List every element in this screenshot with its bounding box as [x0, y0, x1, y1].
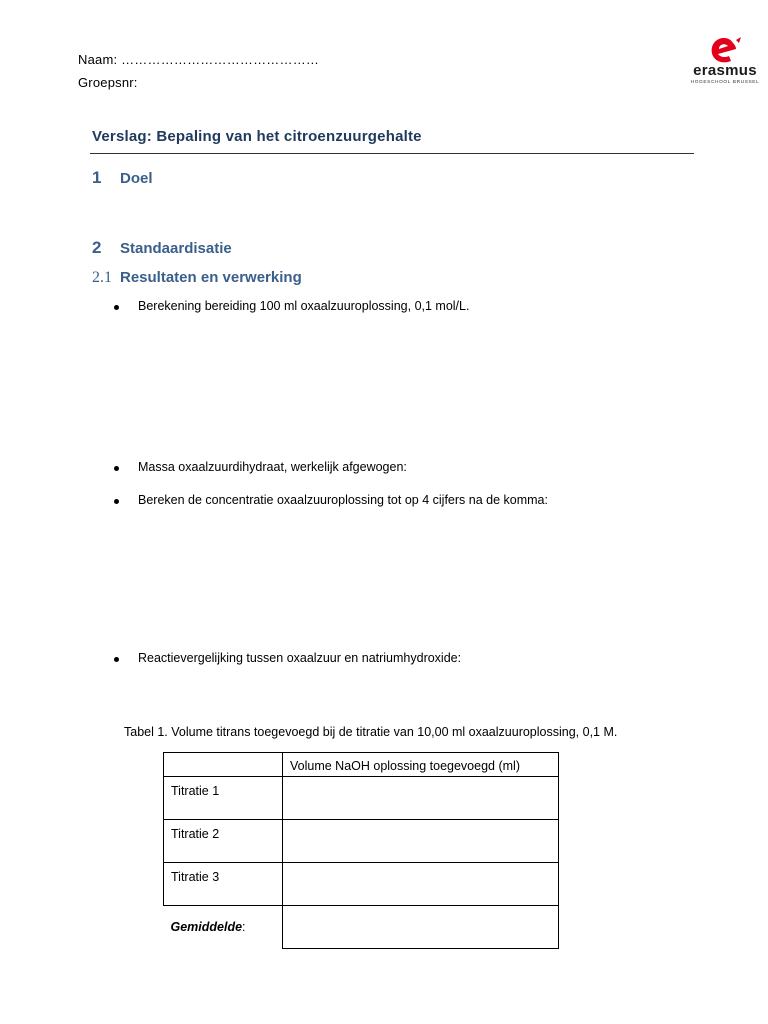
value-cell[interactable]	[283, 777, 559, 820]
bullet-icon	[114, 466, 119, 471]
subsection-heading-resultaten	[92, 269, 302, 287]
row-label: Titratie 1	[164, 777, 283, 820]
erasmus-logo	[688, 37, 762, 87]
table-header-cell	[164, 753, 283, 777]
table-footer-row	[164, 906, 559, 949]
table-caption: Tabel 1. Volume titrans toegevoegd bij de titratie van 10,00 ml oxaalzuuroplossing, 0,1 M.	[124, 725, 618, 739]
subsection-title: Resultaten en verwerking	[120, 269, 302, 286]
bullet-icon	[114, 499, 119, 504]
value-cell[interactable]	[283, 863, 559, 906]
list-item-text: Massa oxaalzuurdihydraat, werkelijk afgewogen:	[138, 460, 407, 474]
section-title: Standaardisatie	[120, 240, 232, 257]
titration-table	[163, 752, 559, 949]
average-label: Gemiddelde	[170, 920, 243, 934]
list-item-text: Berekening bereiding 100 ml oxaalzuuroplossing, 0,1 mol/L.	[138, 299, 470, 313]
bullet-icon	[114, 305, 119, 310]
list-item-text: Bereken de concentratie oxaalzuuroplossing tot op 4 cijfers na de komma:	[138, 493, 548, 507]
title-divider	[90, 153, 694, 154]
section-title: Doel	[120, 170, 153, 187]
logo-subtitle: HOGESCHOOL BRUSSEL	[690, 80, 760, 85]
row-label: Titratie 2	[164, 820, 283, 863]
section-number: 2	[92, 238, 102, 257]
row-label: Titratie 3	[164, 863, 283, 906]
list-item-text: Reactievergelijking tussen oxaalzuur en natriumhydroxide:	[138, 651, 462, 665]
document-title: Verslag: Bepaling van het citroenzuurgehalte	[92, 128, 422, 145]
table-row	[164, 777, 559, 820]
naam-field: Naam: ………………………………………	[78, 52, 320, 67]
average-value-cell[interactable]	[283, 906, 559, 949]
average-label-cell	[164, 906, 283, 949]
table-row	[164, 863, 559, 906]
subsection-number: 2.1	[92, 269, 112, 286]
table-row	[164, 820, 559, 863]
table-header-cell: Volume NaOH oplossing toegevoegd (ml)	[283, 753, 559, 777]
erasmus-logo-icon	[706, 37, 742, 65]
average-colon: :	[242, 920, 246, 934]
table-header-row	[164, 753, 559, 777]
section-heading-doel	[92, 168, 153, 188]
section-heading-standaardisatie	[92, 238, 232, 258]
section-number: 1	[92, 168, 102, 187]
groepsnr-field: Groepsnr:	[78, 75, 138, 90]
value-cell[interactable]	[283, 820, 559, 863]
logo-brand-name: erasmus	[693, 62, 757, 79]
bullet-icon	[114, 657, 119, 662]
